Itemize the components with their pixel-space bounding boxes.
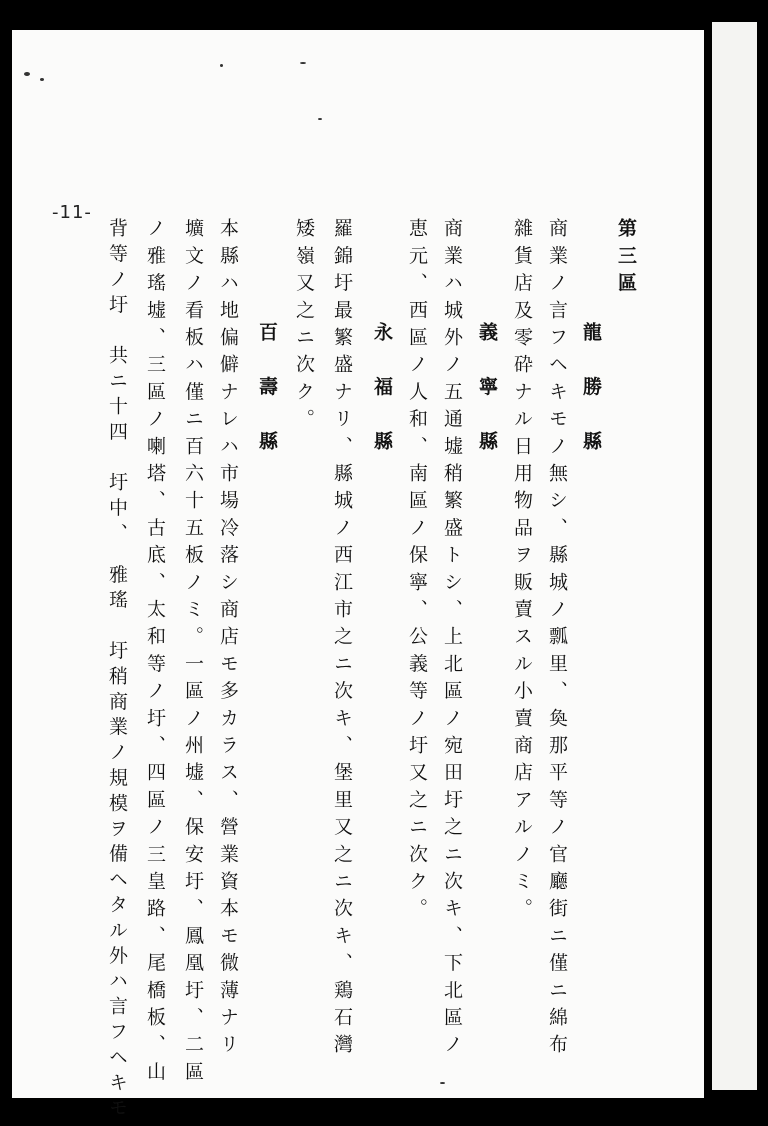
county-heading-yining: 義 寧 縣	[476, 322, 498, 458]
section-heading: 第三區	[615, 218, 637, 300]
text-column: 商業ハ城外ノ五通墟稍繁盛トシ、上北區ノ宛田圩之ニ次キ、下北區ノ	[441, 218, 463, 1062]
text-column: 恵元、西區ノ人和、南區ノ保寧、公義等ノ圩又之ニ次ク。	[406, 218, 428, 926]
scan-speck	[220, 64, 223, 67]
scan-speck	[318, 118, 322, 120]
county-heading-yongfu: 永 福 縣	[371, 322, 393, 458]
scan-speck	[300, 62, 306, 64]
text-column: ノ雅瑤墟、三區ノ喇塔、古底、太和等ノ圩、四區ノ三皇路、尾橋板、山	[144, 218, 166, 1089]
county-heading-longsheng: 龍 勝 縣	[580, 322, 602, 458]
scan-speck	[40, 78, 44, 81]
text-column: 商業ノ言フヘキモノ無シ、縣城ノ瓢里、奐那平等ノ官廳街ニ僅ニ綿布	[546, 218, 568, 1062]
text-column: 矮嶺又之ニ次ク。	[293, 218, 315, 436]
adjacent-page-edge	[712, 22, 757, 1090]
text-column: 羅錦圩最繁盛ナリ、縣城ノ西江市之ニ次キ、堡里又之ニ次キ、鶏石灣	[331, 218, 353, 1062]
scan-speck	[440, 1082, 445, 1084]
text-column: 本縣ハ地偏僻ナレハ市場冷落シ商店モ多カラス、營業資本モ微薄ナリ	[217, 218, 239, 1062]
text-column: 背等ノ圩 共ニ十四 圩中、 雅瑤 圩稍商業ノ規模ヲ備ヘタル外ハ言フヘキモ	[106, 218, 128, 1123]
text-column: 壙文ノ看板ハ僅ニ百六十五板ノミ。一區ノ州墟、保安圩、鳳凰圩、二區	[182, 218, 204, 1089]
county-heading-baishou: 百 壽 縣	[256, 322, 278, 458]
page-number: -11-	[52, 202, 92, 223]
text-column: 雜貨店及零砕ナル日用物品ヲ販賣スル小賣商店アルノミ。	[511, 218, 533, 926]
scan-speck	[24, 72, 30, 76]
